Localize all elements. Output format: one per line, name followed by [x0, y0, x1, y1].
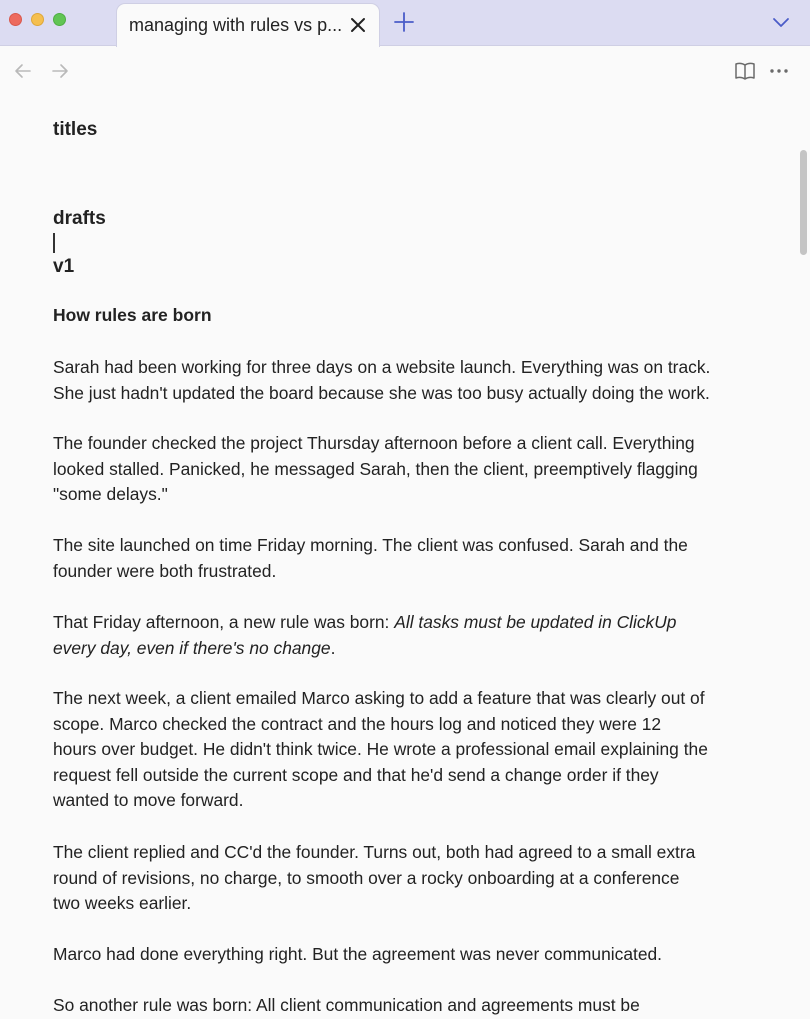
vertical-scrollbar[interactable] — [800, 150, 807, 255]
tab-title: managing with rules vs p... — [129, 15, 343, 35]
text-line: scope. Marco checked the contract and the hours log and noticed they were 12 — [53, 713, 662, 734]
italic-rule-text: every day, even if there's no change — [53, 637, 331, 658]
paragraph-8 — [53, 993, 753, 1019]
zoom-window-button[interactable] — [53, 13, 66, 26]
more-options-icon[interactable] — [768, 60, 790, 82]
text-line: looked stalled. Panicked, he messaged Sarah, then the client, preemptively flagging — [53, 458, 698, 479]
text-line: Sarah had been working for three days on a website launch. Everything was on track. — [53, 357, 711, 377]
text-cursor — [53, 233, 55, 253]
text-line: request fell outside the current scope and that he'd send a change order if they — [53, 764, 659, 785]
heading-drafts: drafts — [53, 208, 106, 229]
text-line: two weeks earlier. — [53, 893, 192, 913]
section-title: How rules are born — [53, 305, 212, 325]
text-run: That Friday afternoon, a new rule was born: — [53, 612, 395, 632]
text-line: round of revisions, no charge, to smooth over a rocky onboarding at a conference — [53, 867, 680, 888]
paragraph-5 — [53, 686, 753, 814]
new-tab-icon[interactable] — [392, 10, 416, 34]
text-line: founder were both frustrated. — [53, 560, 277, 581]
paragraph-3 — [53, 533, 753, 584]
text-line: Marco had done everything right. But the agreement was never communicated. — [53, 944, 663, 964]
text-line: "some delays." — [53, 484, 168, 504]
reading-view-icon[interactable] — [733, 59, 757, 83]
heading-v1: v1 — [53, 256, 75, 277]
back-arrow-icon[interactable] — [12, 60, 34, 82]
text-line — [53, 636, 753, 662]
text-line: hours over budget. He didn't think twice. He wrote a professional email explaining the — [53, 739, 708, 759]
paragraph-1 — [53, 355, 753, 406]
active-tab[interactable] — [116, 3, 380, 47]
text-line: The client replied and CC'd the founder. Turns out, both had agreed to a small extra — [53, 842, 696, 862]
italic-rule-text: All tasks must be updated in ClickUp — [394, 612, 677, 632]
close-tab-icon[interactable] — [348, 15, 368, 35]
title-bar — [0, 0, 810, 46]
chevron-down-icon[interactable] — [771, 12, 791, 32]
text-line: The next week, a client emailed Marco asking to add a feature that was clearly out of — [53, 688, 705, 708]
text-line — [53, 610, 753, 636]
heading-titles: titles — [53, 119, 98, 140]
paragraph-2 — [53, 431, 753, 508]
text-line: She just hadn't updated the board because she was too busy actually doing the work. — [53, 382, 710, 403]
text-line: So another rule was born: All client communication and agreements must be — [53, 995, 640, 1015]
text-line: The site launched on time Friday morning. The client was confused. Sarah and the — [53, 535, 688, 555]
paragraph-7 — [53, 942, 753, 968]
text-line: wanted to move forward. — [53, 790, 244, 810]
forward-arrow-icon[interactable] — [49, 60, 71, 82]
paragraph-6 — [53, 840, 753, 917]
text-run: . — [330, 637, 336, 658]
minimize-window-button[interactable] — [31, 13, 44, 26]
text-line: The founder checked the project Thursday afternoon before a client call. Everything — [53, 433, 695, 453]
paragraph-4 — [53, 610, 753, 661]
close-window-button[interactable] — [9, 13, 22, 26]
